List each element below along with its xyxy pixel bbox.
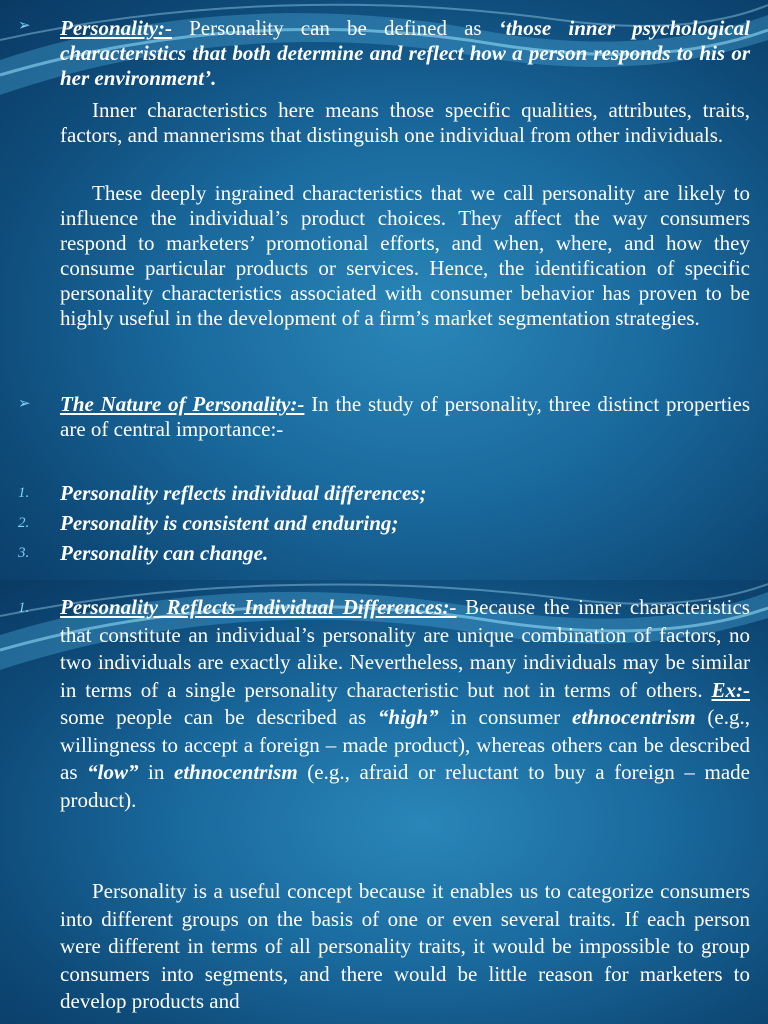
property-item: Personality is consistent and enduring; (60, 511, 399, 535)
list-number: 2. (18, 515, 30, 531)
slide-individual-differences (0, 580, 768, 1024)
personality-heading: Personality:- (60, 16, 172, 40)
bullet-icon: ➢ (18, 16, 31, 34)
list-number: 3. (18, 545, 30, 561)
body-text: Because the inner characteristics that constitute an individual’s personality are unique combination of factors, no two individuals are exactly alike. Nevertheless, many individuals may be similar in terms of a single personality characteristic but not in terms of others. (60, 595, 750, 702)
example-label: Ex:- (711, 677, 750, 702)
nature-paragraph (60, 392, 750, 442)
body-text: (e.g., afraid or reluctant to buy a foreign – made product). (60, 760, 750, 812)
inner-characteristics-paragraph: Inner characteristics here means those specific qualities, attributes, traits, factors, and mannerisms that distinguish one individual from other individuals. (60, 98, 750, 147)
emphasis-high: “high” (377, 705, 439, 729)
body-text: in consumer (438, 705, 572, 729)
property-item: Personality reflects individual differences; (60, 481, 427, 505)
nature-heading: The Nature of Personality:- (60, 392, 305, 416)
list-number: 1. (18, 485, 30, 501)
definition-intro: Personality can be defined as (171, 16, 499, 40)
property-item: Personality can change. (60, 541, 269, 565)
nature-text: In the study of personality, three distinct properties are of central importance:- (60, 392, 750, 441)
body-text: in (138, 760, 174, 784)
emphasis-ethnocentrism: ethnocentrism (571, 705, 696, 729)
individual-differences-paragraph (60, 594, 750, 814)
list-number: 1. (18, 600, 30, 616)
useful-concept-paragraph: Personality is a useful concept because it enables us to categorize consumers into different groups on the basis of one or even several traits. If each person were different in terms of all personality traits, it would be impossible to group consumers into segments, and there would be little reason for marketers to develop products and (60, 879, 750, 1013)
ingrained-characteristics-paragraph: These deeply ingrained characteristics that we call personality are likely to influence the individual’s product choices. They affect the way consumers respond to marketers’ promotional efforts, and when, where, and how they consume particular products or services. Hence, the identification of specific personality characteristics associated with consumer behavior has proven to be highly useful in the development of a firm’s market segmentation strategies. (60, 181, 750, 330)
definition-quote: ‘those inner psychological characteristics that both determine and reflect how a person responds to his or her environment’. (60, 16, 750, 90)
personality-definition (60, 16, 750, 91)
emphasis-low: “low” (87, 760, 139, 784)
body-text: (e.g., willingness to accept a foreign – made product), whereas others can be described as (60, 705, 750, 784)
body-text: some people can be described as (60, 705, 378, 729)
individual-differences-heading: Personality Reflects Individual Differences:- (60, 595, 457, 619)
bullet-icon: ➢ (18, 394, 31, 412)
emphasis-ethnocentrism: ethnocentrism (174, 760, 298, 784)
